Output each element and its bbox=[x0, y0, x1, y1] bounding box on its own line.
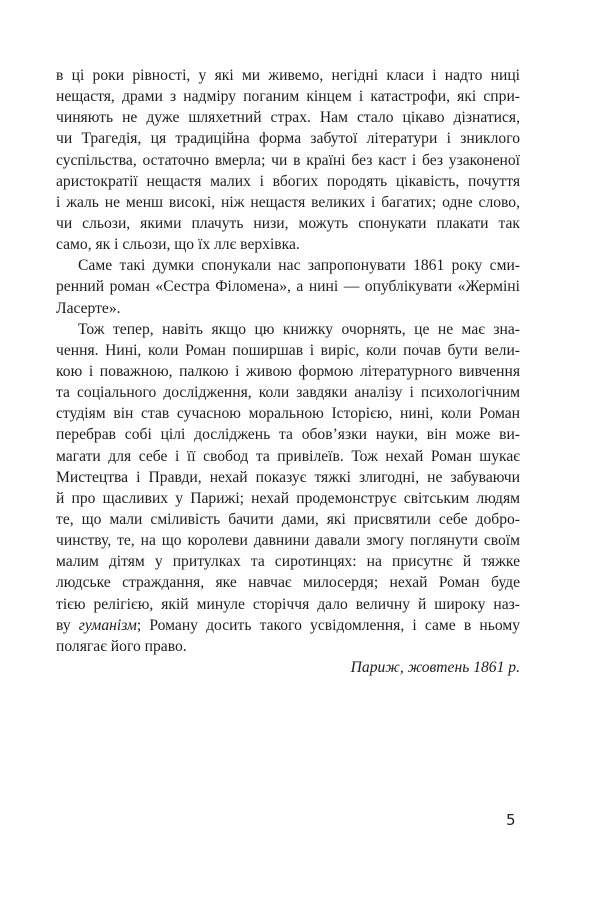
line-suffix: ; Роману досить такого усвідомлення, і саме в ньому bbox=[136, 616, 520, 634]
text-line: в ці роки рівності, у які ми живемо, негідні класи і надто ниці bbox=[56, 67, 520, 84]
text-line: чиняють не дуже шляхетний страх. Нам стало цікаво дізнатися, bbox=[56, 109, 520, 127]
text-line: нещастя, драми з надміру поганим кінцем і катастрофи, які спри- bbox=[56, 88, 520, 106]
line-prefix: ву bbox=[56, 616, 79, 634]
text-line: тією релігією, якій минуле сторіччя дало величну й широку наз- bbox=[56, 595, 520, 613]
text-line: студіям він став сучасною моральною Історією, нині, коли Роман bbox=[56, 405, 520, 423]
text-line: Ласерте». bbox=[56, 299, 121, 317]
text-line: полягає його право. bbox=[56, 637, 187, 655]
text-line: чинству, те, на що королеви давнини давали змогу поглянути своїм bbox=[56, 532, 520, 550]
text-line: Саме такі думки спонукали нас запропонувати 1861 року сми- bbox=[78, 257, 520, 275]
page-number: 5 bbox=[506, 811, 516, 829]
text-line: й про щасливих у Парижі; нехай продемонструє світським людям bbox=[56, 489, 520, 507]
text-line: і жаль не менш високі, ніж нещастя великих і багатих; одне слово, bbox=[56, 193, 520, 211]
text-line: ренний роман «Сестра Філомена», а нині — опублікувати «Жерміні bbox=[56, 278, 520, 296]
text-line: перебрав собі цілі досліджень та обов’язки науки, він може ви- bbox=[56, 426, 520, 444]
text-line-with-emphasis bbox=[56, 615, 520, 636]
text-line: чи Трагедія, ця традиційна форма забутої літератури і зниклого bbox=[56, 130, 520, 148]
body-text bbox=[56, 65, 520, 678]
text-line: магати для себе і її свобод та привілеїв. Тож нехай Роман шукає bbox=[56, 447, 520, 465]
text-line: само, як і сльози, що їх ллє верхівка. bbox=[56, 236, 300, 254]
text-line: Тож тепер, навіть якщо цю книжку очорнять, це не має зна- bbox=[78, 320, 520, 338]
text-line: кою і поважною, палкою і живою формою літературного вивчення bbox=[56, 362, 520, 380]
text-line: те, що мали сміливість бачити дами, які присвятили себе добро- bbox=[56, 510, 520, 528]
text-line: малим дітям у притулках та сиротинцях: на присутнє й тяжке bbox=[56, 553, 520, 571]
text-line: чення. Нині, коли Роман поширшав і виріс, коли почав бути вели- bbox=[56, 341, 520, 359]
text-line: та соціального дослідження, коли завдяки аналізу і психологічним bbox=[56, 384, 520, 402]
signature-place-date: Париж, жовтень 1861 р. bbox=[350, 658, 520, 676]
text-line: чи сльози, якими плачуть низи, можуть спонукати плакати так bbox=[56, 214, 520, 232]
text-line: Мистецтва і Правди, нехай показує тяжкі злигодні, не забуваючи bbox=[56, 468, 520, 486]
text-line: суспільства, остаточно вмерла; чи в країні без каст і без узаконеної bbox=[56, 151, 520, 169]
emphasized-word: гуманізм bbox=[78, 616, 137, 634]
text-line: людське страждання, яке навчає милосердя; нехай Роман буде bbox=[56, 574, 520, 592]
text-line: аристократії нещастя малих і вбогих породять цікавість, почуття bbox=[56, 172, 520, 190]
